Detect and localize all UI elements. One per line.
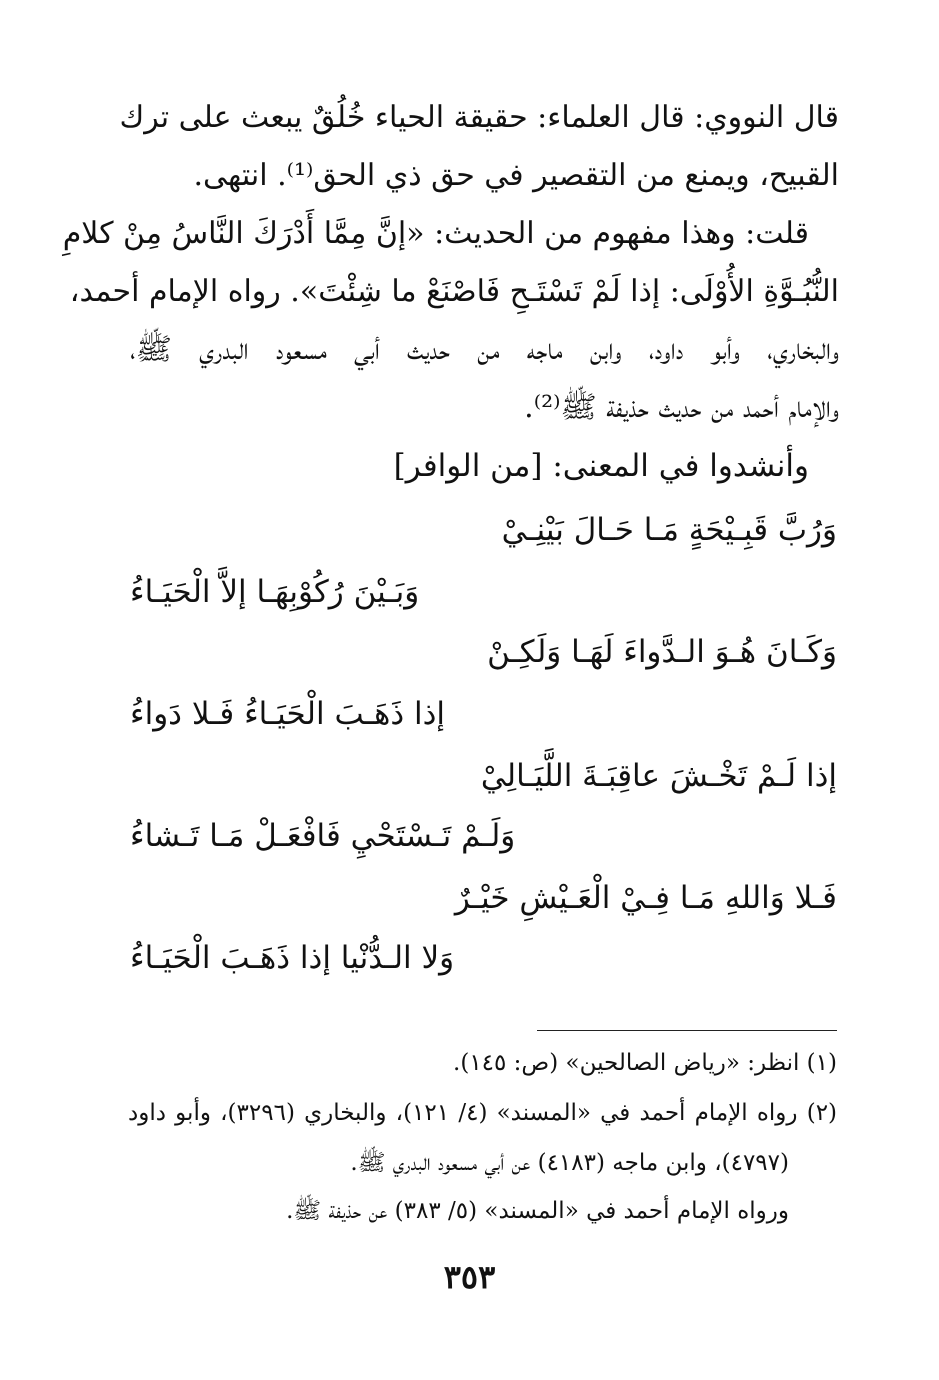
verse-1-first-hemistich: وَرُبَّ قَبِـيْحَةٍ مَـا حَـالَ بَيْنِـيْ	[501, 512, 837, 548]
verse-4-second-hemistich: وَلا الـدُّنْيا إذا ذَهَـبَ الْحَيَـاءُ	[130, 940, 455, 976]
verse-1-second-hemistich: وَبَـيْنَ رُكُوْبِهَـا إلاَّ الْحَيَـاءُ	[130, 574, 420, 610]
footnote-2-line-3: ورواه الإمام أحمد في «المسند» (٥/ ٣٨٣) عن حذيفة ﷺ.	[286, 1198, 789, 1224]
paragraph-2-line-4: والإمام أحمد من حديث حذيفة ﷺ⁽²⁾.	[524, 390, 839, 425]
paragraph-1-line-1: قال النووي: قال العلماء: حقيقة الحياء خُلُقٌ يبعث على ترك	[119, 100, 839, 135]
verse-4-first-hemistich: فَـلا وَاللهِ مَـا فِـيْ الْعَـيْشِ خَيْـرٌ	[454, 880, 837, 916]
footnote-1: (١) انظر: «رياض الصالحين» (ص: ١٤٥).	[453, 1050, 837, 1076]
paragraph-2-line-1: قلت: وهذا مفهوم من الحديث: «إنَّ مِمَّا أَدْرَكَ النَّاسُ مِنْ كلامِ	[62, 216, 809, 251]
poem-intro: وأنشدوا في المعنى: [من الوافر]	[393, 448, 809, 484]
footnote-2-line-2: (٤٧٩٧)، وابن ماجه (٤١٨٣) عن أبي مسعود البدري ﷺ.	[350, 1150, 789, 1176]
verse-2-first-hemistich: وَكَـانَ هُـوَ الـدَّواءَ لَهَـا وَلَكِـنْ	[487, 634, 837, 670]
paragraph-1-line-2: القبيح، ويمنع من التقصير في حق ذي الحق⁽¹⁾. انتهى.	[193, 158, 839, 193]
page-number: ٣٥٣	[443, 1258, 496, 1296]
verse-3-first-hemistich: إذا لَـمْ تَخْـشَ عاقِبَـةَ اللَّيَـالِيْ	[480, 758, 837, 794]
paragraph-2-line-2: النُّبُـوَّةِ الأُوْلَى: إذا لَمْ تَسْتَـحِ فَاصْنَعْ ما شِئْتَ». رواه الإمام أحمد،	[69, 274, 839, 309]
verse-2-second-hemistich: إذا ذَهَـبَ الْحَيَـاءُ فَـلا دَواءُ	[130, 696, 446, 732]
verse-3-second-hemistich: وَلَـمْ تَـسْتَحْيِ فَافْعَـلْ مَـا تَـشاءُ	[130, 818, 516, 854]
paragraph-2-line-3: والبخاري، وأبو داود، وابن ماجه من حديث أبي مسعود البدري ﷺ،	[130, 332, 839, 367]
footnote-2-line-1: (٢) رواه الإمام أحمد في «المسند» (٤/ ١٢١)، والبخاري (٣٢٩٦)، وأبو داود	[128, 1100, 838, 1126]
footnote-separator	[537, 1030, 837, 1031]
